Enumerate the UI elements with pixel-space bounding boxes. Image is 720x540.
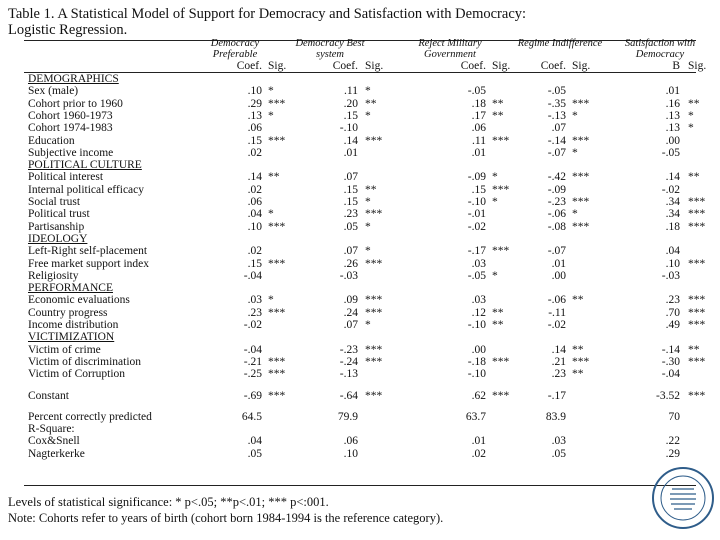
coef-cell: .34: [665, 196, 680, 208]
coef-cell: -.02: [467, 220, 486, 233]
sig-cell: *: [492, 269, 498, 282]
coef-cell: -.09: [547, 183, 566, 196]
sig-cell: **: [365, 97, 377, 110]
coef-cell: -.04: [243, 343, 262, 356]
coef-subheader: Coef.: [540, 60, 566, 72]
sig-cell: ***: [688, 294, 706, 307]
sig-cell: *: [365, 196, 371, 208]
coef-cell: .15: [343, 196, 358, 208]
coef-cell: 79.9: [337, 410, 358, 423]
sig-cell: *: [365, 109, 371, 122]
sig-cell: ***: [365, 134, 383, 147]
coef-cell: .02: [471, 447, 486, 460]
coef-cell: -.07: [547, 245, 566, 258]
coef-cell: .15: [343, 183, 358, 196]
coef-cell: .29: [665, 447, 680, 460]
sig-cell: *: [365, 319, 371, 331]
coef-cell: .03: [471, 294, 486, 307]
coef-cell: .10: [343, 447, 358, 460]
variable-label: Left-Right self-placement: [28, 245, 148, 258]
coef-cell: .11: [472, 134, 486, 147]
variable-label: Income distribution: [28, 319, 119, 331]
sig-cell: *: [572, 109, 578, 122]
coef-cell: -.25: [243, 368, 262, 381]
sig-subheader: Sig.: [688, 60, 707, 72]
coef-cell: .23: [665, 294, 680, 307]
sig-cell: ***: [365, 389, 383, 402]
sig-cell: ***: [365, 355, 383, 368]
sig-cell: ***: [572, 355, 590, 368]
table-row: [28, 85, 708, 98]
sig-cell: ***: [492, 134, 510, 147]
sig-cell: ***: [365, 306, 383, 319]
sig-cell: *: [688, 122, 694, 135]
coef-cell: .06: [247, 122, 262, 135]
table-row: [28, 110, 708, 123]
variable-label: Sex (male): [28, 85, 79, 98]
sig-cell: ***: [688, 196, 706, 208]
coef-cell: -.03: [661, 269, 680, 282]
coef-cell: -.05: [661, 146, 680, 159]
sig-cell: ***: [365, 343, 383, 356]
coef-cell: -.17: [547, 389, 566, 402]
sig-cell: ***: [268, 389, 286, 402]
table-row: [28, 98, 708, 111]
coef-cell: -.06: [547, 294, 566, 307]
table-row: [28, 435, 708, 448]
variable-label: Nagterkerke: [28, 447, 85, 460]
sig-cell: ***: [688, 257, 706, 270]
coef-cell: .04: [247, 435, 262, 448]
coef-cell: .14: [343, 134, 358, 147]
sig-cell: ***: [365, 257, 383, 270]
coef-cell: .10: [665, 257, 680, 270]
section-heading: VICTIMIZATION: [28, 331, 115, 344]
variable-label: Victim of crime: [28, 343, 101, 356]
coef-cell: -.69: [243, 389, 262, 402]
header-rule: [24, 72, 696, 73]
coef-cell: -.03: [339, 269, 358, 282]
coef-cell: -.05: [547, 85, 566, 98]
table-row: [28, 319, 708, 332]
sig-cell: **: [268, 171, 280, 184]
coef-cell: .12: [471, 306, 486, 319]
sig-cell: ***: [492, 355, 510, 368]
coef-cell: .04: [665, 245, 680, 258]
coef-cell: .14: [247, 171, 262, 184]
coef-cell: -.11: [548, 306, 566, 319]
coef-cell: .03: [247, 294, 262, 307]
variable-label: Cohort 1960-1973: [28, 109, 113, 122]
coef-cell: .15: [247, 134, 262, 147]
coef-cell: .07: [343, 245, 358, 258]
variable-label: Political interest: [28, 171, 104, 184]
sig-cell: ***: [365, 294, 383, 307]
sig-cell: ***: [492, 389, 510, 402]
coef-cell: -.05: [467, 85, 486, 98]
coef-cell: .01: [471, 146, 486, 159]
sig-cell: ***: [268, 220, 286, 233]
coef-cell: .26: [343, 257, 358, 270]
table-row: [28, 245, 708, 258]
sig-cell: ***: [492, 245, 510, 258]
coef-cell: .09: [343, 294, 358, 307]
coef-cell: .70: [665, 306, 680, 319]
coef-cell: .29: [247, 97, 262, 110]
table-row: [28, 221, 708, 234]
coef-cell: -.13: [339, 368, 358, 381]
coef-cell: .18: [471, 97, 486, 110]
coef-cell: .23: [343, 208, 358, 221]
university-seal-logo: [650, 465, 716, 531]
coef-subheader: Coef.: [460, 60, 486, 72]
coef-cell: -.10: [467, 196, 486, 208]
coef-cell: -.35: [547, 97, 566, 110]
sig-cell: *: [268, 294, 274, 307]
sig-cell: **: [688, 97, 700, 110]
coef-cell: .13: [665, 122, 680, 135]
coef-cell: -.02: [243, 319, 262, 331]
table-row: [28, 294, 708, 307]
column-header: Satisfaction with Democracy: [624, 38, 696, 60]
coef-cell: .06: [343, 435, 358, 448]
coef-cell: 63.7: [465, 410, 486, 423]
variable-label: Cox&Snell: [28, 435, 80, 448]
sig-cell: **: [688, 171, 700, 184]
coef-cell: -.14: [547, 134, 566, 147]
coef-cell: -.42: [547, 171, 566, 184]
bottom-rule: [24, 485, 696, 486]
section-heading: DEMOGRAPHICS: [28, 73, 119, 85]
sig-cell: ***: [688, 319, 706, 331]
coef-cell: -.10: [339, 122, 358, 135]
coef-cell: -.24: [339, 355, 358, 368]
coef-cell: .00: [665, 134, 680, 147]
coef-subheader: Coef.: [332, 60, 358, 72]
variable-label: Victim of discrimination: [28, 355, 142, 368]
coef-cell: .15: [343, 109, 358, 122]
sig-cell: **: [365, 183, 377, 196]
table-row: [28, 270, 708, 283]
coef-cell: -.06: [547, 208, 566, 221]
variable-label: Partisanship: [28, 220, 85, 233]
coef-cell: .34: [665, 208, 680, 221]
coef-cell: .01: [551, 257, 566, 270]
table-row: [28, 307, 708, 320]
sig-cell: ***: [572, 196, 590, 208]
variable-label: Victim of Corruption: [28, 368, 126, 381]
sig-cell: *: [268, 208, 274, 221]
coef-cell: .06: [247, 196, 262, 208]
coef-cell: -.02: [661, 183, 680, 196]
coef-cell: .04: [247, 208, 262, 221]
coef-cell: -.09: [467, 171, 486, 184]
coef-cell: -.21: [243, 355, 262, 368]
coef-cell: .02: [247, 183, 262, 196]
variable-label: R-Square:: [28, 423, 75, 436]
sig-cell: ***: [268, 306, 286, 319]
coef-cell: .49: [665, 319, 680, 331]
table-row: [28, 135, 708, 148]
variable-label: Country progress: [28, 306, 108, 319]
coef-cell: 83.9: [545, 410, 566, 423]
coef-cell: -.05: [467, 269, 486, 282]
sig-cell: ***: [268, 368, 286, 381]
coef-cell: -.23: [547, 196, 566, 208]
coef-cell: .01: [343, 146, 358, 159]
coef-cell: -.23: [339, 343, 358, 356]
sig-cell: ***: [268, 134, 286, 147]
table-row: [28, 196, 708, 209]
sig-cell: **: [492, 306, 504, 319]
table-row: [28, 423, 708, 436]
column-header: Reject Military Government: [418, 38, 482, 60]
coef-cell: .01: [471, 435, 486, 448]
coef-cell: .13: [247, 109, 262, 122]
coef-cell: .07: [343, 319, 358, 331]
coef-cell: .05: [343, 220, 358, 233]
coef-cell: .22: [665, 435, 680, 448]
coef-cell: -.64: [339, 389, 358, 402]
coef-cell: .02: [247, 146, 262, 159]
sig-cell: ***: [572, 97, 590, 110]
variable-label: Percent correctly predicted: [28, 410, 152, 423]
sig-cell: *: [492, 196, 498, 208]
coef-cell: .07: [551, 122, 566, 135]
variable-label: Cohort 1974-1983: [28, 122, 113, 135]
coef-cell: -.30: [661, 355, 680, 368]
variable-label: Political trust: [28, 208, 90, 221]
sig-cell: ***: [572, 134, 590, 147]
sig-cell: **: [572, 343, 584, 356]
coef-cell: -.04: [661, 368, 680, 381]
variable-label: Economic evaluations: [28, 294, 130, 307]
column-header: Democracy Preferable: [210, 38, 260, 60]
sig-cell: ***: [688, 355, 706, 368]
coef-cell: .62: [471, 389, 486, 402]
table-row: [28, 184, 708, 197]
sig-cell: ***: [365, 208, 383, 221]
coef-cell: .14: [551, 343, 566, 356]
coef-cell: .05: [247, 447, 262, 460]
sig-cell: ***: [492, 183, 510, 196]
table-row: [28, 390, 708, 403]
column-header: Regime Indifference: [517, 38, 603, 49]
sig-subheader: Sig.: [268, 60, 287, 72]
coef-cell: .24: [343, 306, 358, 319]
coef-cell: -.14: [661, 343, 680, 356]
coef-cell: -.10: [467, 368, 486, 381]
coef-cell: 70: [668, 410, 680, 423]
coef-cell: -.04: [243, 269, 262, 282]
coef-cell: 64.5: [241, 410, 262, 423]
column-header: Democracy Best system: [295, 38, 365, 60]
sig-subheader: Sig.: [365, 60, 384, 72]
coef-cell: -.18: [467, 355, 486, 368]
sig-cell: **: [492, 97, 504, 110]
coef-cell: -.01: [467, 208, 486, 221]
coef-cell: .00: [471, 343, 486, 356]
section-heading: PERFORMANCE: [28, 282, 113, 295]
coef-cell: -.08: [547, 220, 566, 233]
section-heading: POLITICAL CULTURE: [28, 159, 142, 172]
table-row: [28, 208, 708, 221]
coef-cell: .20: [343, 97, 358, 110]
coef-cell: .10: [247, 85, 262, 98]
table-row: [28, 171, 708, 184]
sig-cell: ***: [572, 220, 590, 233]
sig-cell: ***: [688, 389, 706, 402]
cohort-note: Note: Cohorts refer to years of birth (cohort born 1984-1994 is the reference category).: [8, 511, 444, 525]
variable-label: Cohort prior to 1960: [28, 97, 123, 110]
table-title: Table 1. A Statistical Model of Support for Democracy and Satisfaction with Democracy: Logistic Regression.: [8, 6, 527, 38]
sig-cell: *: [365, 85, 371, 98]
coef-cell: .17: [471, 109, 486, 122]
table-row: [28, 147, 708, 160]
coef-cell: -.13: [547, 109, 566, 122]
coef-cell: -.10: [467, 319, 486, 331]
coef-cell: .15: [471, 183, 486, 196]
sig-cell: *: [268, 109, 274, 122]
sig-cell: **: [492, 109, 504, 122]
sig-cell: ***: [688, 306, 706, 319]
coef-cell: .03: [551, 435, 566, 448]
significance-footnote: Levels of statistical significance: * p<.05; **p<.01; *** p<:001.: [8, 495, 329, 509]
coef-cell: .16: [665, 97, 680, 110]
sig-cell: *: [365, 245, 371, 258]
coef-cell: .18: [665, 220, 680, 233]
coef-cell: .23: [247, 306, 262, 319]
coef-cell: -.02: [547, 319, 566, 331]
table-row: [28, 258, 708, 271]
sig-cell: ***: [268, 97, 286, 110]
sig-cell: ***: [268, 355, 286, 368]
coef-cell: .02: [247, 245, 262, 258]
sig-cell: **: [688, 343, 700, 356]
sig-cell: *: [268, 85, 274, 98]
sig-cell: *: [365, 220, 371, 233]
sig-cell: *: [492, 171, 498, 184]
sig-cell: ***: [688, 208, 706, 221]
coef-cell: -.17: [467, 245, 486, 258]
sig-cell: **: [572, 294, 584, 307]
sig-cell: *: [688, 109, 694, 122]
coef-cell: .21: [551, 355, 566, 368]
table-row: [28, 356, 708, 369]
section-heading: IDEOLOGY: [28, 232, 88, 245]
table-row: [28, 368, 708, 381]
coef-cell: .15: [247, 257, 262, 270]
coef-cell: .00: [551, 269, 566, 282]
sig-subheader: Sig.: [492, 60, 511, 72]
table-row: [28, 411, 708, 424]
variable-label: Education: [28, 134, 75, 147]
table-row: [28, 122, 708, 135]
variable-label: Internal political efficacy: [28, 183, 145, 196]
coef-cell: .14: [665, 171, 680, 184]
coef-cell: .11: [344, 85, 358, 98]
sig-cell: ***: [268, 257, 286, 270]
variable-label: Free market support index: [28, 257, 150, 270]
sig-cell: *: [572, 146, 578, 159]
sig-cell: ***: [688, 220, 706, 233]
coef-cell: -3.52: [656, 389, 680, 402]
sig-cell: *: [572, 208, 578, 221]
coef-cell: .01: [665, 85, 680, 98]
variable-label: Constant: [28, 389, 69, 402]
coef-subheader: Coef.: [236, 60, 262, 72]
coef-cell: -.07: [547, 146, 566, 159]
coef-cell: .07: [343, 171, 358, 184]
coef-cell: .06: [471, 122, 486, 135]
coef-cell: .03: [471, 257, 486, 270]
table-row: [28, 344, 708, 357]
coef-cell: .13: [665, 109, 680, 122]
table-row: [28, 448, 708, 461]
sig-cell: **: [572, 368, 584, 381]
sig-cell: ***: [572, 171, 590, 184]
coef-cell: .10: [247, 220, 262, 233]
coef-subheader: B: [672, 60, 680, 72]
sig-cell: **: [492, 319, 504, 331]
variable-label: Social trust: [28, 196, 81, 208]
variable-label: Religiosity: [28, 269, 79, 282]
variable-label: Subjective income: [28, 146, 114, 159]
coef-cell: .23: [551, 368, 566, 381]
sig-subheader: Sig.: [572, 60, 591, 72]
coef-cell: .05: [551, 447, 566, 460]
